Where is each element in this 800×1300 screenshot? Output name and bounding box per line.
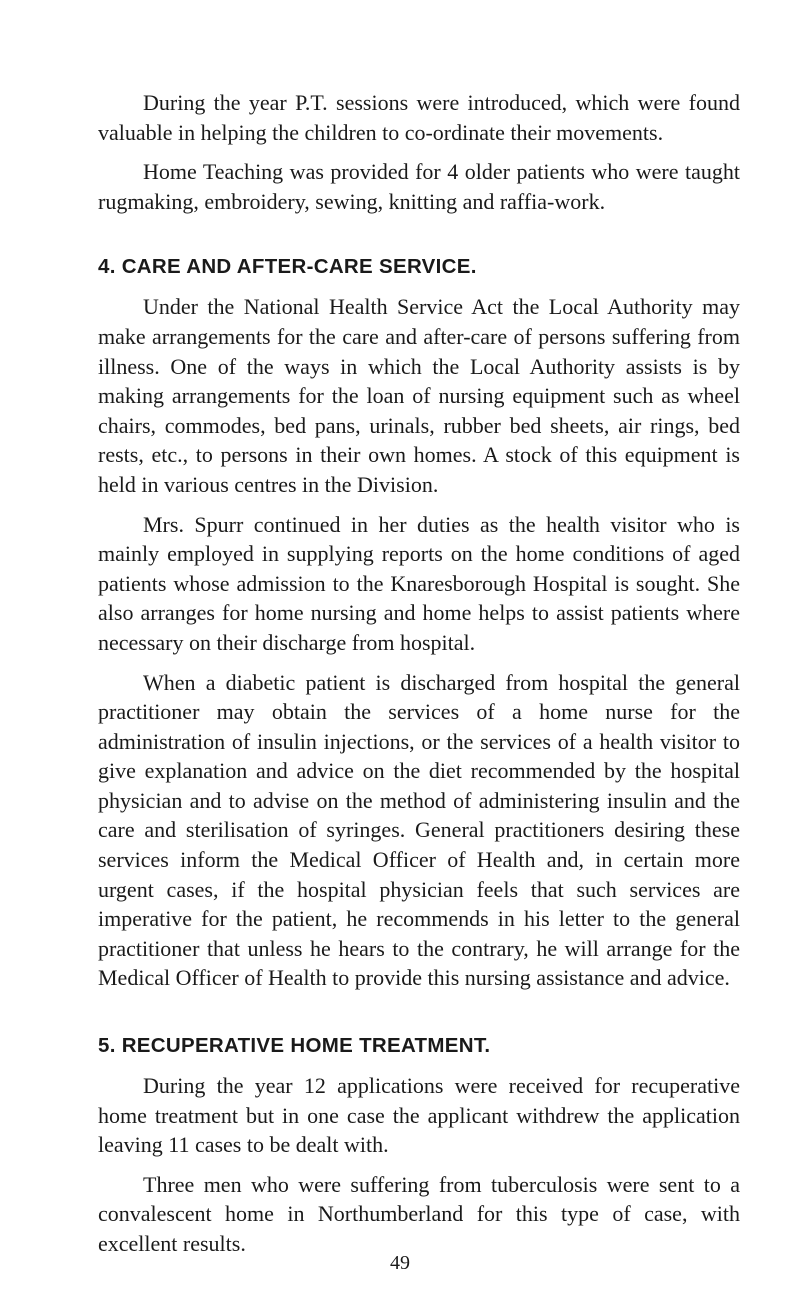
paragraph-mrs-spurr: Mrs. Spurr continued in her duties as the health visitor who is mainly employed in supplying reports on the home conditions of aged patients whose admission to the Knaresborough Hospital is sought. She also arranges for home nursing and home helps to assist patients where necessary on their discharge from hospital.: [98, 511, 740, 655]
paragraph-pt-sessions: During the year P.T. sessions were introduced, which were found valuable in helping the children to co-ordinate their movements.: [98, 90, 740, 145]
document-page: [98, 88, 740, 1259]
section-heading-care-after-care: 4. CARE AND AFTER-CARE SERVICE.: [98, 255, 477, 279]
paragraph-diabetic-patient: When a diabetic patient is discharged from hospital the general practitioner may obtain the services of a home nurse for the administration of insulin injections, or the services of a health visitor to give explanation and advice on the diet recommended by the hospital physician and to advise on the method of administering insulin and the care and sterilisation of syringes. General practitioners desiring these services inform the Medical Officer of Health and, in certain more urgent cases, if the hospital physician feels that such services are imperative for the patient, he recommends in his letter to the general practitioner that unless he hears to the contrary, he will arrange for the Medical Officer of Health to provide this nursing assistance and advice.: [98, 669, 740, 991]
page-number: 49: [390, 1252, 410, 1274]
paragraph-applications: During the year 12 applications were received for recuperative home treatment but in one case the applicant withdrew the application leaving 11 cases to be dealt with.: [98, 1073, 740, 1158]
section-heading-recuperative-home: 5. RECUPERATIVE HOME TREATMENT.: [98, 1034, 491, 1058]
paragraph-tuberculosis: Three men who were suffering from tuberculosis were sent to a convalescent home in Northumberland for this type of case, with excellent results.: [98, 1171, 740, 1256]
paragraph-home-teaching: Home Teaching was provided for 4 older patients who were taught rugmaking, embroidery, sewing, knitting and raffia-work.: [98, 159, 740, 214]
paragraph-national-health-service: Under the National Health Service Act the Local Authority may make arrangements for the care and after-care of persons suffering from illness. One of the ways in which the Local Authority assists is by making arrangements for the loan of nursing equipment such as wheel chairs, commodes, bed pans, urinals, rubber bed sheets, air rings, bed rests, etc., to persons in their own homes. A stock of this equipment is held in various centres in the Division.: [98, 294, 740, 497]
